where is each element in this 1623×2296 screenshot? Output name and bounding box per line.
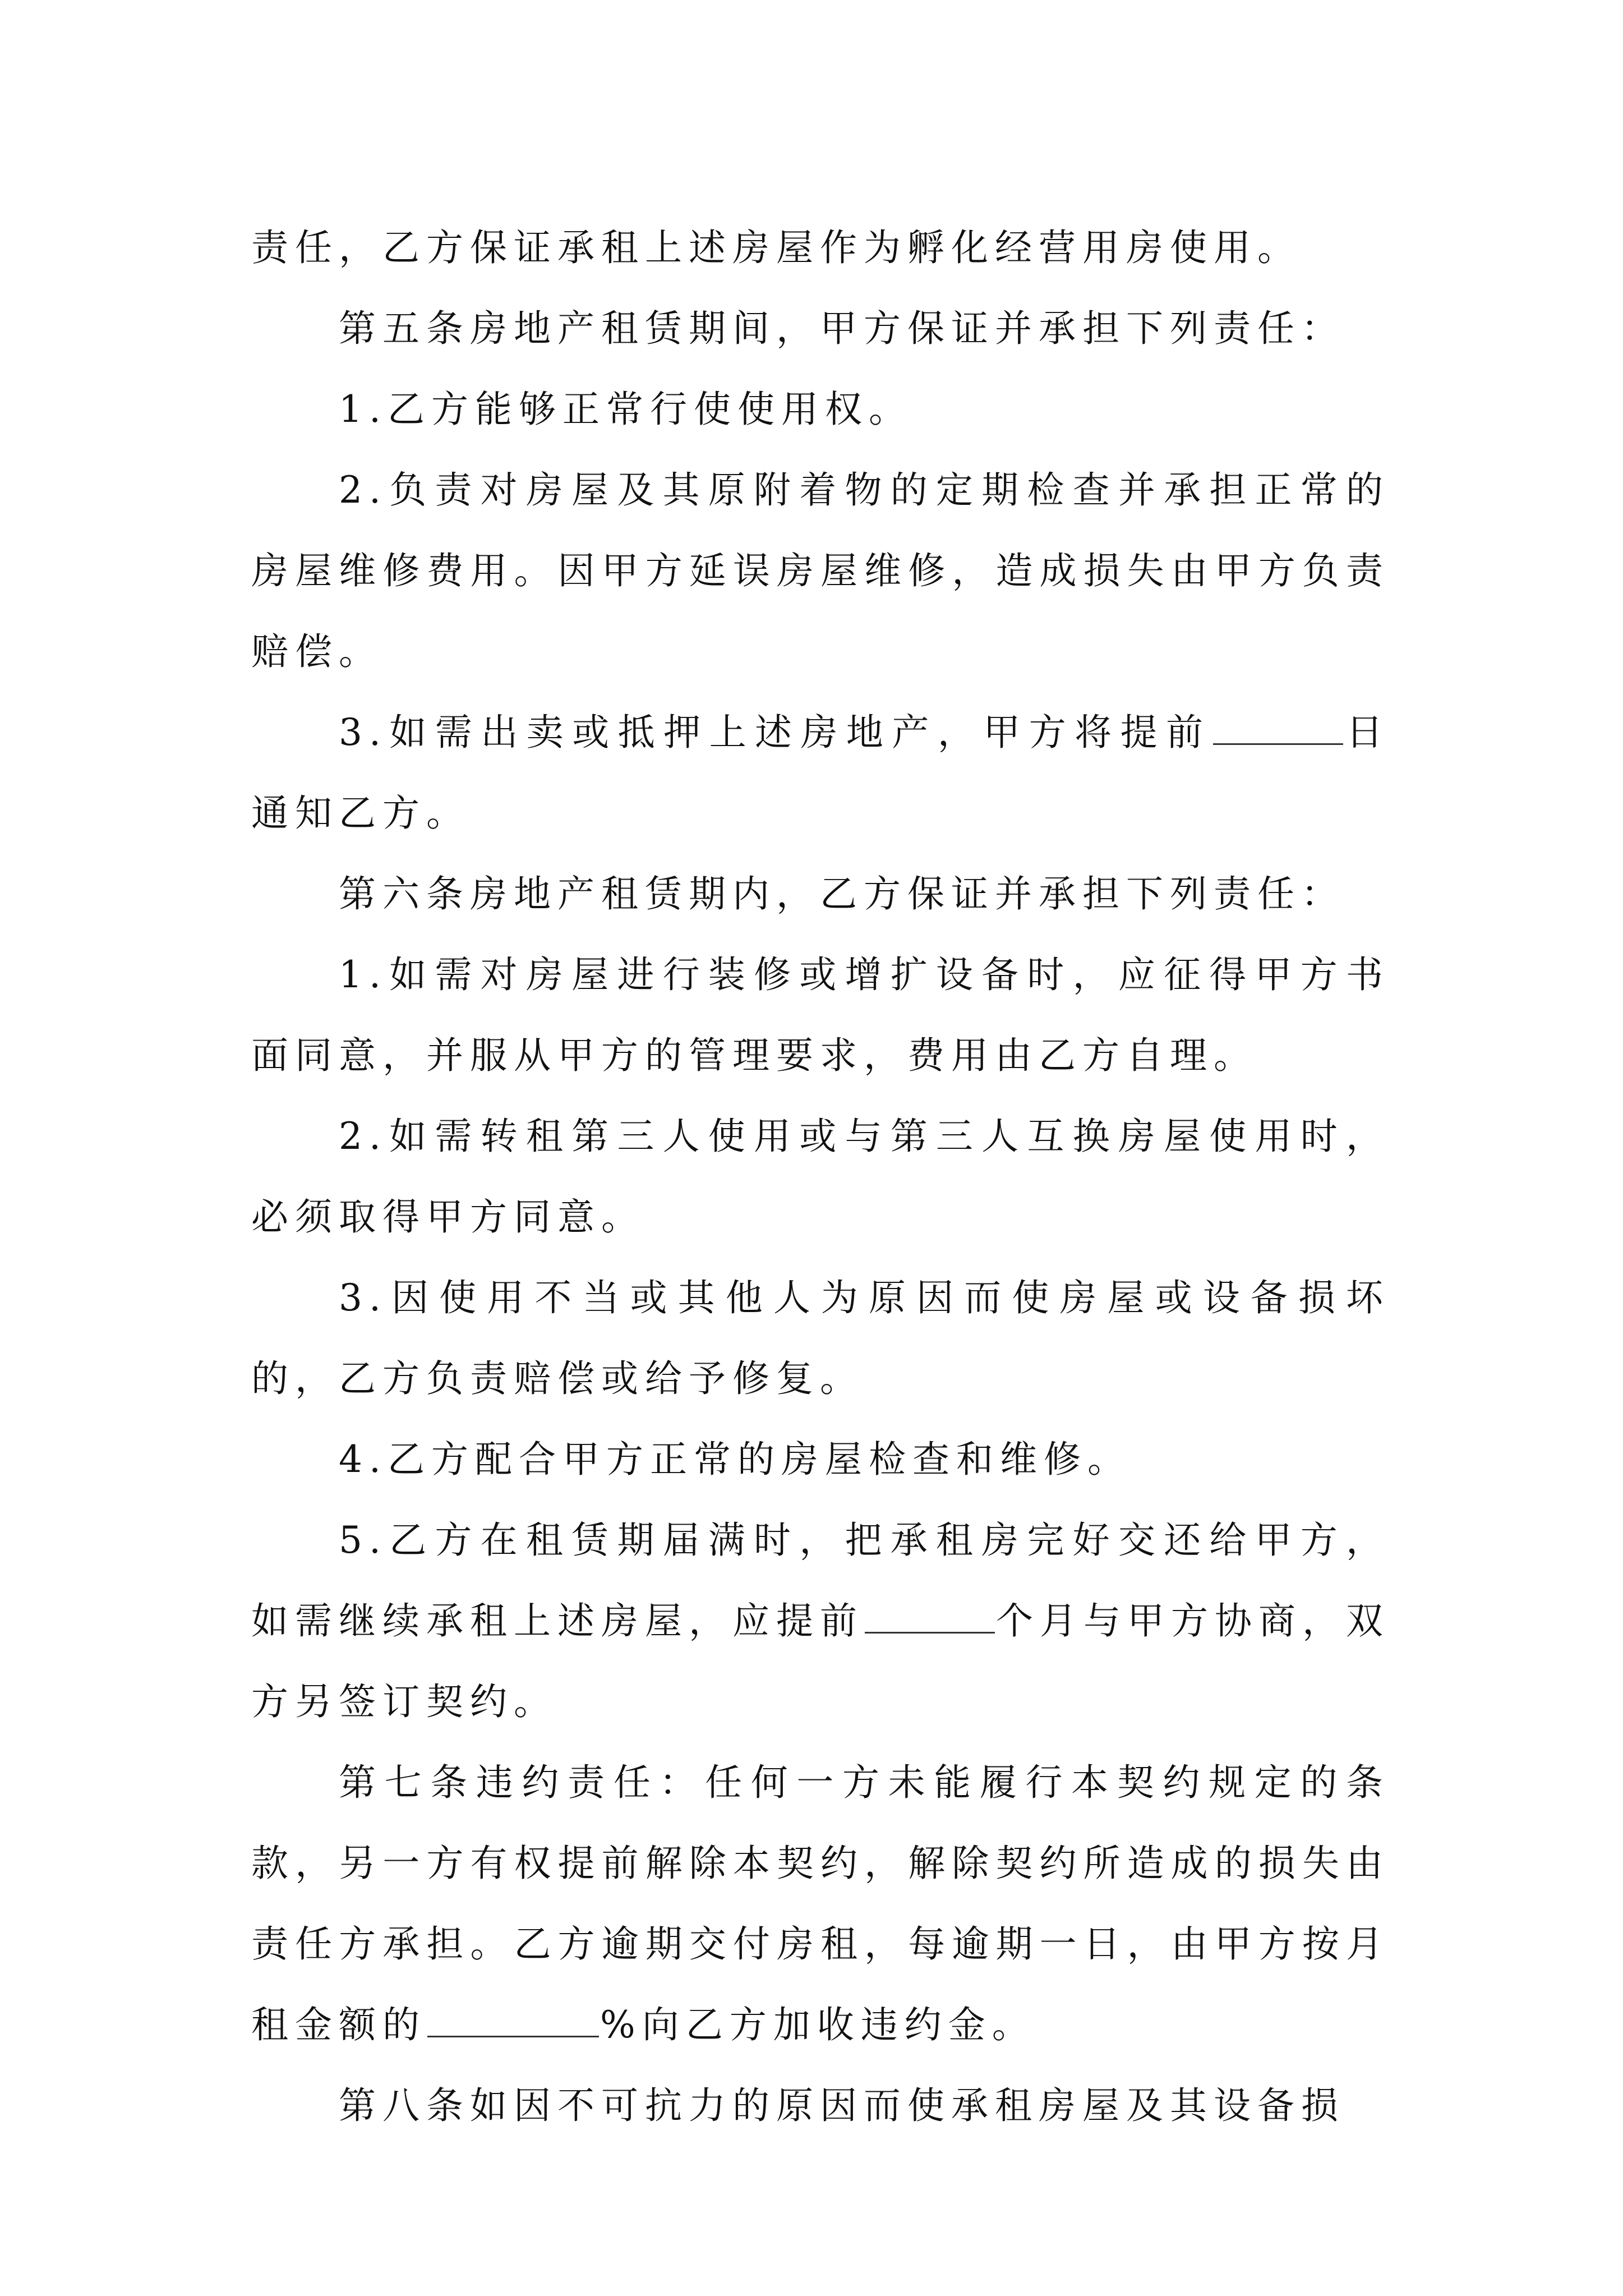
renewal-months-blank [865,1599,995,1634]
article-7-text-before: 第七条违约责任：任何一方未能履行本契约规定的条款，另一方有权提前解除本契约，解除契约所造成的损失由责任方承担。乙方逾期交付房租，每逾期一日，由甲方按月租金额的 [251,1761,1390,2046]
article-6-item-2: 2.如需转租第三人使用或与第三人互换房屋使用时，必须取得甲方同意。 [251,1115,1390,1239]
article-5-item-3-text-before: 3.如需出卖或抵押上述房地产，甲方将提前 [339,711,1212,754]
article-6-item-3: 3.因使用不当或其他人为原因而使房屋或设备损坏的，乙方负责赔偿或给予修复。 [251,1276,1390,1400]
article-6-item-1: 1.如需对房屋进行装修或增扩设备时，应征得甲方书面同意，并服从甲方的管理要求，费用由乙方自理。 [251,953,1390,1077]
article-6-item-4: 4.乙方配合甲方正常的房屋检查和维修。 [339,1438,1131,1481]
article-6-item-5-text-before: 5.乙方在租赁期届满时，把承租房完好交还给甲方，如需继续承租上述房屋，应提前 [251,1519,1390,1642]
article-5-item-2: 2.负责对房屋及其原附着物的定期检查并承担正常的房屋维修费用。因甲方延误房屋维修，造成损失由甲方负责赔偿。 [251,468,1390,673]
article-6-item-5 [251,1500,1390,1742]
article-5-item-3 [251,692,1390,854]
paragraph-continuation: 责任，乙方保证承租上述房屋作为孵化经营用房使用。 [251,226,1301,269]
article-5-item-3-text-after: 日通知乙方。 [251,711,1390,835]
article-6-heading: 第六条房地产租赁期内，乙方保证并承担下列责任： [339,872,1345,915]
penalty-percent-blank [427,2003,599,2037]
article-7-paragraph [251,1742,1390,2065]
article-8-paragraph: 第八条如因不可抗力的原因而使承租房屋及其设备损 [339,2084,1345,2127]
article-7-text-after: %向乙方加收违约金。 [600,2003,1036,2046]
notice-days-blank [1213,711,1343,745]
article-6-item-5-text-after: 个月与甲方协商，双方另签订契约。 [251,1599,1390,1723]
article-5-heading: 第五条房地产租赁期间，甲方保证并承担下列责任： [339,307,1345,350]
article-5-item-1: 1.乙方能够正常行使使用权。 [339,388,912,431]
document-body [251,208,1390,2146]
